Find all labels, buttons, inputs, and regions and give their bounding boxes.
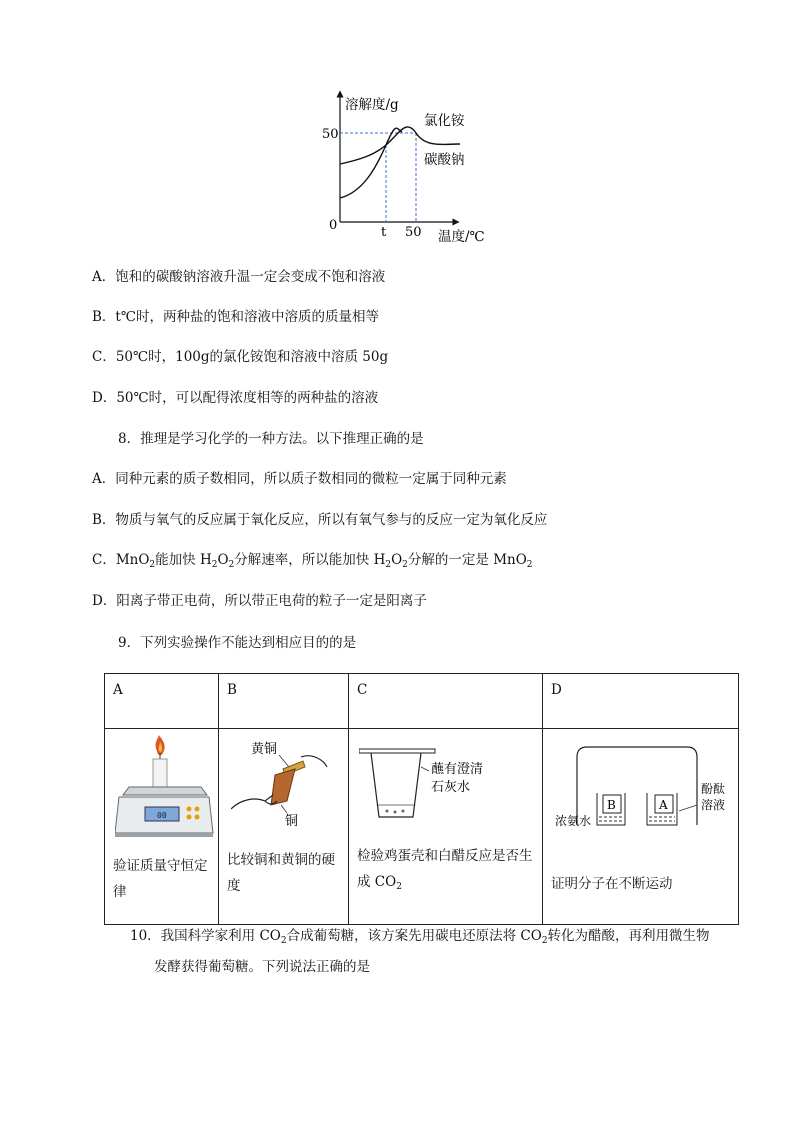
origin-label: 0: [329, 218, 338, 233]
x-tick-t: t: [381, 225, 387, 240]
q9-cell-a: [105, 729, 219, 925]
brass-copper-scratch-image: [231, 739, 341, 829]
q9-caption-d: 证明分子在不断运动: [551, 876, 673, 892]
q10-stem-line2: 发酵获得葡萄糖。下列说法正确的是: [154, 959, 370, 975]
q9-header-c: C: [349, 674, 543, 729]
scale-display: 00: [157, 811, 167, 820]
legend-ammonium-chloride: 氯化铵: [424, 113, 465, 129]
balance-with-candle-image: [115, 735, 215, 839]
q10-stem-line1: 10．我国科学家利用 $CO_2$合成葡萄糖，该方案先用碳电还原法将 $CO_2$转化为醋酸，再利用微生物: [130, 928, 710, 946]
label-phenol-2: 溶液: [701, 798, 726, 812]
q7-option-c: C．50℃时，100g的氯化铵饱和溶液中溶质 50g: [92, 349, 389, 365]
q8-option-d: D．阳离子带正电荷，所以带正电荷的粒子一定是阳离子: [92, 593, 427, 609]
label-copper: 铜: [285, 814, 299, 829]
q7-option-b: B．t℃时，两种盐的饱和溶液中溶质的质量相等: [92, 309, 379, 325]
q7-option-d: D．50℃时，可以配得浓度相等的两种盐的溶液: [92, 390, 379, 406]
beaker-b-label: B: [607, 798, 616, 812]
q9-header-a: A: [105, 674, 219, 729]
solubility-chart: [318, 88, 498, 248]
legend-sodium-carbonate: 碳酸钠: [424, 152, 465, 168]
label-limewater-2: 石灰水: [431, 780, 471, 795]
q9-cell-b: [219, 729, 349, 925]
q9-caption-b: 比较铜和黄铜的硬度: [227, 852, 335, 894]
y-axis-label: 溶解度/g: [345, 97, 399, 113]
q9-cell-d: [543, 729, 739, 925]
label-phenol-1: 酚酞: [701, 782, 726, 796]
label-limewater-1: 蘸有澄清: [431, 762, 484, 777]
beaker-limewater-image: [359, 745, 509, 825]
q9-caption-c: 检验鸡蛋壳和白醋反应是否生成 $CO_2$: [357, 848, 533, 892]
q9-options-table: [104, 673, 739, 925]
q9-caption-a: 验证质量守恒定律: [113, 858, 208, 900]
ammonia-phenolphthalein-image: [551, 745, 733, 845]
x-tick-50: 50: [405, 225, 422, 240]
label-brass: 黄铜: [251, 742, 278, 757]
q9-cell-c: [349, 729, 543, 925]
q8-stem: 8．推理是学习化学的一种方法。以下推理正确的是: [118, 431, 424, 447]
q7-option-a: A．饱和的碳酸钠溶液升温一定会变成不饱和溶液: [92, 269, 386, 285]
y-tick-50: 50: [322, 127, 339, 142]
q8-option-a: A．同种元素的质子数相同，所以质子数相同的微粒一定属于同种元素: [92, 471, 507, 487]
q8-option-b: B．物质与氧气的反应属于氧化反应，所以有氧气参与的反应一定为氧化反应: [92, 512, 548, 528]
q9-header-d: D: [543, 674, 739, 729]
q8-option-c: C．MnO$_2$能加快 $H_2O_2$分解速率，所以能加快 $H_2O_2$分解的一定是 MnO$_2$: [92, 552, 533, 570]
q9-header-b: B: [219, 674, 349, 729]
beaker-a-label: A: [659, 798, 668, 812]
x-axis-label: 温度/℃: [438, 229, 485, 245]
q9-stem: 9．下列实验操作不能达到相应目的的是: [118, 635, 357, 651]
label-ammonia: 浓氨水: [555, 814, 592, 828]
